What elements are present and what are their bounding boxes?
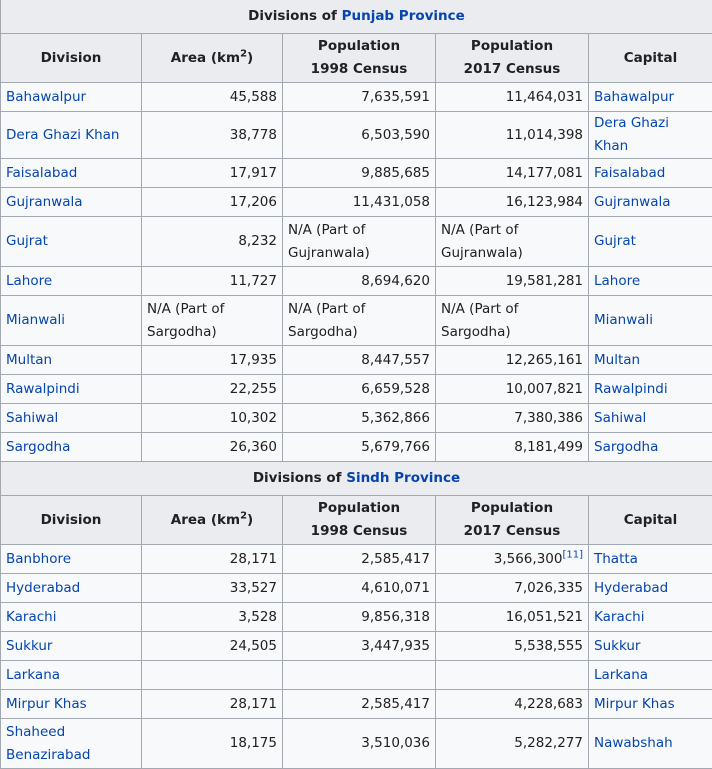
division-link[interactable]: Sargodha <box>6 439 70 455</box>
division-cell <box>1 719 142 769</box>
capital-cell <box>589 159 712 188</box>
table-row <box>1 404 712 433</box>
area-cell <box>142 112 283 159</box>
capital-cell <box>589 433 712 462</box>
division-cell <box>1 545 142 574</box>
pop2017-cell <box>436 267 589 296</box>
capital-cell <box>589 574 712 603</box>
pop1998-cell <box>283 346 436 375</box>
header-pop-1998 <box>283 34 436 83</box>
area-cell <box>142 433 283 462</box>
header-division-label: Division <box>41 50 102 66</box>
capital-link[interactable]: Sargodha <box>594 439 658 455</box>
area-cell <box>142 603 283 632</box>
pop2017-value: N/A (Part of Gujranwala) <box>441 222 523 261</box>
citation-ref[interactable]: [11] <box>562 549 583 560</box>
header-pop-2017-census: 2017 Census <box>441 520 583 543</box>
pop2017-cell <box>436 690 589 719</box>
capital-link[interactable]: Rawalpindi <box>594 381 668 397</box>
header-pop-2017 <box>436 496 589 545</box>
area-cell <box>142 375 283 404</box>
pop2017-value: 4,228,683 <box>514 696 583 712</box>
pop2017-cell <box>436 404 589 433</box>
division-cell <box>1 632 142 661</box>
capital-link[interactable]: Mianwali <box>594 312 653 328</box>
pop2017-cell <box>436 719 589 769</box>
division-link[interactable]: Banbhore <box>6 551 71 567</box>
table-row <box>1 690 712 719</box>
division-link[interactable]: Bahawalpur <box>6 89 86 105</box>
pop1998-cell <box>283 159 436 188</box>
header-division <box>1 34 142 83</box>
table-row <box>1 632 712 661</box>
division-link[interactable]: Hyderabad <box>6 580 80 596</box>
pop1998-value: N/A (Part of Gujranwala) <box>288 222 370 261</box>
area-cell <box>142 267 283 296</box>
pop1998-value: 3,447,935 <box>361 638 430 654</box>
capital-cell <box>589 690 712 719</box>
header-pop-2017-label: Population <box>441 35 583 58</box>
capital-link[interactable]: Karachi <box>594 609 644 625</box>
header-area-label: Area (km <box>171 512 240 528</box>
table-row <box>1 188 712 217</box>
area-cell <box>142 574 283 603</box>
pop1998-cell <box>283 83 436 112</box>
area-value: 28,171 <box>230 696 277 712</box>
division-cell <box>1 433 142 462</box>
pop2017-cell <box>436 375 589 404</box>
capital-link[interactable]: Dera Ghazi Khan <box>594 115 669 154</box>
capital-link[interactable]: Gujrat <box>594 233 636 249</box>
pop2017-value: 14,177,081 <box>506 165 583 181</box>
area-value: 28,171 <box>230 551 277 567</box>
pop2017-cell <box>436 159 589 188</box>
capital-cell <box>589 545 712 574</box>
area-cell <box>142 188 283 217</box>
area-value: 18,175 <box>230 735 277 751</box>
division-cell <box>1 375 142 404</box>
pop2017-value: 12,265,161 <box>506 352 583 368</box>
caption-prefix: Divisions of <box>248 8 341 24</box>
pop2017-cell <box>436 545 589 574</box>
area-value: 33,527 <box>230 580 277 596</box>
division-cell <box>1 404 142 433</box>
area-cell <box>142 719 283 769</box>
division-link[interactable]: Gujrat <box>6 233 48 249</box>
pop2017-value: 5,282,277 <box>514 735 583 751</box>
header-capital-label: Capital <box>624 50 678 66</box>
pop1998-value: 5,679,766 <box>361 439 430 455</box>
pop1998-cell <box>283 574 436 603</box>
table-row <box>1 603 712 632</box>
area-value: 8,232 <box>238 233 277 249</box>
table-row <box>1 433 712 462</box>
section-caption <box>1 0 712 34</box>
province-link[interactable]: Punjab Province <box>342 8 465 24</box>
pop2017-value: 16,051,521 <box>506 609 583 625</box>
header-area-label: Area (km <box>171 50 240 66</box>
header-pop-1998-label: Population <box>288 35 430 58</box>
capital-cell <box>589 217 712 267</box>
pop1998-cell <box>283 661 436 690</box>
pop1998-value: 6,503,590 <box>361 127 430 143</box>
header-pop-1998-label: Population <box>288 497 430 520</box>
header-capital <box>589 496 712 545</box>
capital-cell <box>589 83 712 112</box>
table-row <box>1 346 712 375</box>
pop1998-cell <box>283 267 436 296</box>
area-value: 24,505 <box>230 638 277 654</box>
capital-link[interactable]: Bahawalpur <box>594 89 674 105</box>
capital-link[interactable]: Lahore <box>594 273 640 289</box>
pop2017-cell <box>436 603 589 632</box>
capital-cell <box>589 404 712 433</box>
capital-link[interactable]: Thatta <box>594 551 638 567</box>
pop1998-value: 7,635,591 <box>361 89 430 105</box>
division-cell <box>1 296 142 346</box>
capital-link[interactable]: Gujranwala <box>594 194 671 210</box>
pop2017-cell <box>436 188 589 217</box>
pop2017-cell <box>436 83 589 112</box>
table-row <box>1 112 712 159</box>
area-cell <box>142 690 283 719</box>
pop1998-value: 3,510,036 <box>361 735 430 751</box>
header-pop-2017-census: 2017 Census <box>441 58 583 81</box>
pop1998-cell <box>283 217 436 267</box>
pop2017-value: 8,181,499 <box>514 439 583 455</box>
pop1998-value: 8,694,620 <box>361 273 430 289</box>
area-value: N/A (Part of Sargodha) <box>147 301 224 340</box>
division-link[interactable]: Sahiwal <box>6 410 58 426</box>
pop2017-cell <box>436 217 589 267</box>
pop1998-cell <box>283 404 436 433</box>
pop2017-value: 5,538,555 <box>514 638 583 654</box>
division-link[interactable]: Lahore <box>6 273 52 289</box>
pop1998-value: 5,362,866 <box>361 410 430 426</box>
header-area-sup: 2 <box>240 510 247 521</box>
pop2017-value: 3,566,300 <box>494 551 563 567</box>
pop1998-value: 2,585,417 <box>361 696 430 712</box>
capital-cell <box>589 375 712 404</box>
division-link[interactable]: Multan <box>6 352 52 368</box>
area-cell <box>142 346 283 375</box>
division-link[interactable]: Mirpur Khas <box>6 696 87 712</box>
area-value: 38,778 <box>230 127 277 143</box>
province-link[interactable]: Sindh Province <box>346 470 460 486</box>
pop1998-value: 8,447,557 <box>361 352 430 368</box>
header-capital-label: Capital <box>624 512 678 528</box>
pop2017-cell <box>436 661 589 690</box>
column-header-row <box>1 496 712 545</box>
header-division-label: Division <box>41 512 102 528</box>
pop2017-value: 7,380,386 <box>514 410 583 426</box>
pop2017-value: 16,123,984 <box>506 194 583 210</box>
pop1998-cell <box>283 296 436 346</box>
division-cell <box>1 603 142 632</box>
pop2017-cell <box>436 112 589 159</box>
pop1998-cell <box>283 112 436 159</box>
capital-cell <box>589 603 712 632</box>
pop2017-value: N/A (Part of Sargodha) <box>441 301 518 340</box>
header-capital <box>589 34 712 83</box>
capital-cell <box>589 267 712 296</box>
pop2017-cell <box>436 346 589 375</box>
pop1998-cell <box>283 719 436 769</box>
pop2017-value: 11,014,398 <box>506 127 583 143</box>
pop2017-value: 10,007,821 <box>506 381 583 397</box>
area-cell <box>142 632 283 661</box>
division-cell <box>1 112 142 159</box>
table-row <box>1 574 712 603</box>
division-cell <box>1 661 142 690</box>
pop1998-value: 4,610,071 <box>361 580 430 596</box>
capital-cell <box>589 188 712 217</box>
capital-link[interactable]: Sukkur <box>594 638 640 654</box>
table-row <box>1 159 712 188</box>
section-caption <box>1 462 712 496</box>
header-pop-2017-label: Population <box>441 497 583 520</box>
table-row <box>1 217 712 267</box>
division-link[interactable]: Larkana <box>6 667 60 683</box>
pop1998-value: 9,885,685 <box>361 165 430 181</box>
division-cell <box>1 83 142 112</box>
table-row <box>1 267 712 296</box>
pop1998-value: 6,659,528 <box>361 381 430 397</box>
area-cell <box>142 545 283 574</box>
header-pop-1998-census: 1998 Census <box>288 58 430 81</box>
header-area-sup: 2 <box>240 48 247 59</box>
area-cell <box>142 217 283 267</box>
capital-cell <box>589 632 712 661</box>
division-link[interactable]: Dera Ghazi Khan <box>6 127 119 143</box>
capital-link[interactable]: Larkana <box>594 667 648 683</box>
division-link[interactable]: Gujranwala <box>6 194 83 210</box>
table-row <box>1 375 712 404</box>
pop2017-cell <box>436 296 589 346</box>
division-cell <box>1 690 142 719</box>
header-pop-1998-census: 1998 Census <box>288 520 430 543</box>
table-row <box>1 545 712 574</box>
table-row <box>1 296 712 346</box>
pop1998-cell <box>283 603 436 632</box>
pop1998-cell <box>283 690 436 719</box>
header-pop-2017 <box>436 34 589 83</box>
area-cell <box>142 83 283 112</box>
section-caption-row <box>1 0 712 34</box>
pop1998-cell <box>283 433 436 462</box>
capital-link[interactable]: Multan <box>594 352 640 368</box>
pop1998-value: 2,585,417 <box>361 551 430 567</box>
area-value: 26,360 <box>230 439 277 455</box>
area-value: 17,935 <box>230 352 277 368</box>
pop1998-cell <box>283 545 436 574</box>
capital-cell <box>589 661 712 690</box>
capital-cell <box>589 346 712 375</box>
area-cell <box>142 404 283 433</box>
division-link[interactable]: Rawalpindi <box>6 381 80 397</box>
header-area-suffix: ) <box>247 512 253 528</box>
table-row <box>1 719 712 769</box>
capital-link[interactable]: Hyderabad <box>594 580 668 596</box>
division-link[interactable]: Faisalabad <box>6 165 77 181</box>
capital-link[interactable]: Nawabshah <box>594 735 673 751</box>
division-link[interactable]: Mianwali <box>6 312 65 328</box>
table-row <box>1 83 712 112</box>
capital-link[interactable]: Sahiwal <box>594 410 646 426</box>
capital-cell <box>589 296 712 346</box>
area-value: 11,727 <box>230 273 277 289</box>
area-value: 45,588 <box>230 89 277 105</box>
division-link[interactable]: Karachi <box>6 609 56 625</box>
header-area <box>142 496 283 545</box>
caption-prefix: Divisions of <box>253 470 346 486</box>
capital-cell <box>589 112 712 159</box>
area-cell <box>142 661 283 690</box>
pop1998-cell <box>283 188 436 217</box>
pop1998-cell <box>283 375 436 404</box>
area-value: 10,302 <box>230 410 277 426</box>
capital-link[interactable]: Mirpur Khas <box>594 696 675 712</box>
division-link[interactable]: Sukkur <box>6 638 52 654</box>
area-value: 22,255 <box>230 381 277 397</box>
pop2017-cell <box>436 632 589 661</box>
pop1998-value: 11,431,058 <box>353 194 430 210</box>
section-caption-row <box>1 462 712 496</box>
division-cell <box>1 217 142 267</box>
division-cell <box>1 346 142 375</box>
header-division <box>1 496 142 545</box>
area-cell <box>142 159 283 188</box>
header-area <box>142 34 283 83</box>
capital-link[interactable]: Faisalabad <box>594 165 665 181</box>
pop1998-cell <box>283 632 436 661</box>
pop2017-value: 11,464,031 <box>506 89 583 105</box>
area-value: 3,528 <box>238 609 277 625</box>
division-cell <box>1 188 142 217</box>
division-cell <box>1 267 142 296</box>
area-value: 17,917 <box>230 165 277 181</box>
area-value: 17,206 <box>230 194 277 210</box>
pop1998-value: 9,856,318 <box>361 609 430 625</box>
column-header-row <box>1 34 712 83</box>
area-cell <box>142 296 283 346</box>
header-area-suffix: ) <box>247 50 253 66</box>
header-pop-1998 <box>283 496 436 545</box>
division-cell <box>1 159 142 188</box>
pop2017-value: 7,026,335 <box>514 580 583 596</box>
table-row <box>1 661 712 690</box>
division-link[interactable]: Shaheed Benazirabad <box>6 724 90 763</box>
pop1998-value: N/A (Part of Sargodha) <box>288 301 365 340</box>
pop2017-cell <box>436 574 589 603</box>
pop2017-value: 19,581,281 <box>506 273 583 289</box>
pop2017-cell <box>436 433 589 462</box>
capital-cell <box>589 719 712 769</box>
division-cell <box>1 574 142 603</box>
